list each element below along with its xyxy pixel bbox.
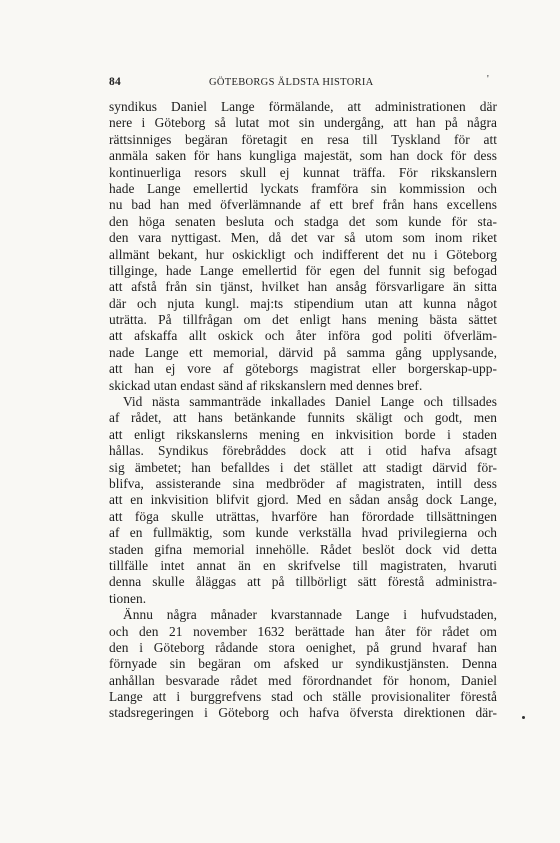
text-line: af en fullmäktig, som kunde verkställa hvad privilegierna och bbox=[109, 525, 497, 541]
text-line: att föga skulle uträttas, hvarföre han förordade tillsättningen bbox=[109, 508, 497, 524]
margin-dot bbox=[522, 716, 525, 719]
text-line: hållas. Syndikus förebråddes dock att i otid hafva afsagt bbox=[109, 443, 497, 459]
text-line: nere i Göteborg så lutat mot sin undergång, att han på några bbox=[109, 115, 497, 131]
header-mark: ' bbox=[487, 74, 490, 85]
text-line: Vid nästa sammanträde inkallades Daniel Lange och tillsades bbox=[123, 394, 497, 410]
page-number: 84 bbox=[109, 76, 122, 88]
text-line: den i Göteborg rådande stora oenighet, på grund hvaraf han bbox=[109, 639, 497, 655]
page-header bbox=[109, 76, 497, 92]
text-line: att afstå från sin tjänst, hvilket han ansåg försvarligare än sitta bbox=[109, 279, 497, 295]
body-text bbox=[109, 99, 497, 722]
text-line: att enligt rikskanslerns mening en inkvisition borde i staden bbox=[109, 426, 497, 442]
running-title: GÖTEBORGS ÄLDSTA HISTORIA bbox=[209, 77, 374, 88]
text-line: sig ämbetet; han befalldes i det stället att stadigt därvid för- bbox=[109, 459, 497, 475]
text-line: tionen. bbox=[109, 590, 147, 606]
text-line: nade Lange ett memorial, därvid på samma gång upplysande, bbox=[109, 344, 497, 360]
text-line: att han ej vore af göteborgs magistrat eller borgerskap-upp- bbox=[109, 361, 497, 377]
text-line: anhållan besvarade rådet med förordnandet för honom, Daniel bbox=[109, 672, 497, 688]
text-line: allmänt bekant, hur oskickligt och indifferent det nu i Göteborg bbox=[109, 246, 497, 262]
paragraph bbox=[109, 607, 497, 722]
text-line: blifva, assisterande sina medbröder af magistraten, intill dess bbox=[109, 475, 497, 491]
text-line: den vara nyttigast. Men, då det var så utom som inom riket bbox=[109, 230, 497, 246]
text-line: syndikus Daniel Lange förmälande, att administrationen där bbox=[109, 99, 497, 114]
text-line: hade Lange emellertid lyckats framföra sin kommission och bbox=[109, 180, 497, 196]
text-line: tillginge, hade Lange emellertid för egen del funnit sig befogad bbox=[109, 262, 497, 278]
text-line: nu bad han med öfverlämnande af ett bref från hans excellens bbox=[109, 197, 497, 213]
text-line: tillfälle intet annat än en skrifvelse till magistraten, hvaruti bbox=[109, 557, 497, 573]
text-line: förnyade sin begäran om afsked ur syndikustjänsten. Denna bbox=[109, 656, 497, 672]
text-line: Ännu några månader kvarstannade Lange i hufvudstaden, bbox=[123, 607, 497, 623]
text-line: och den 21 november 1632 berättade han åter för rådet om bbox=[109, 623, 497, 639]
text-line: kontinuerliga resors skull ej kunnat träffa. För rikskanslern bbox=[109, 164, 497, 180]
text-line: rättsinniges begäran företagit en resa till Tyskland för att bbox=[109, 131, 497, 147]
paragraph bbox=[109, 394, 497, 607]
text-line: staden gifna memorial innehölle. Rådet beslöt dock vid detta bbox=[109, 541, 497, 557]
paragraph bbox=[109, 99, 497, 394]
text-line: stadsregeringen i Göteborg och hafva öfversta direktionen där- bbox=[109, 705, 497, 721]
text-line: uträtta. På tillfrågan om det enligt hans mening bästa sättet bbox=[109, 312, 497, 328]
text-line: skickad utan endast sänd af rikskanslern med dennes bref. bbox=[109, 377, 423, 393]
text-line: där och njuta kungl. maj:ts stipendium utan att kunna något bbox=[109, 295, 497, 311]
text-line: att en inkvisition blifvit gjord. Med en sådan ansåg dock Lange, bbox=[109, 492, 497, 508]
text-line: af rådet, att hans betänkande funnits skäligt och godt, men bbox=[109, 410, 497, 426]
text-line: anmäla saken för hans kungliga majestät, som han dock för dess bbox=[109, 148, 497, 164]
text-line: att afskaffa allt oskick och åter införa god politi öfverläm- bbox=[109, 328, 497, 344]
text-line: denna skulle åläggas att på tillbörligt sätt förestå administra- bbox=[109, 574, 497, 590]
text-line: den höga senaten besluta och stadga det som kunde för sta- bbox=[109, 213, 497, 229]
text-line: Lange att i burggrefvens stad och ställe provisionaliter förestå bbox=[109, 689, 497, 705]
